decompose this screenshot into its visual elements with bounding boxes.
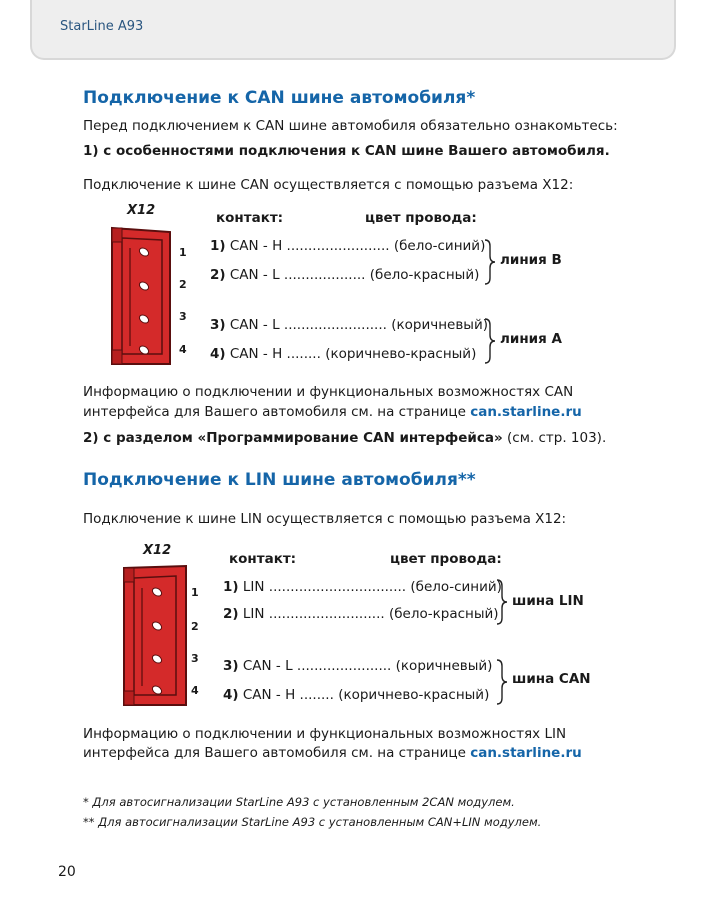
can-connector-diagram <box>108 226 178 368</box>
page-header <box>30 0 676 60</box>
lin-connector-label: X12 <box>143 543 172 558</box>
can-col-contact: контакт: <box>216 210 284 226</box>
lin-col-contact: контакт: <box>229 551 297 567</box>
can-info-line1: Информацию о подключении и функциональных возможностях CAN <box>83 384 574 400</box>
lin-group-can: шина CAN <box>512 671 591 687</box>
lin-group-lin: шина LIN <box>512 593 584 609</box>
can-pin-4: 4 <box>179 343 187 356</box>
can-intro: Перед подключением к CAN шине автомобиля обязательно ознакомьтесь: <box>83 118 618 134</box>
lin-brace-lin <box>494 578 510 626</box>
lin-row-3: 3) CAN - L ...................... (коричневый) <box>223 658 493 674</box>
can-row-3: 3) CAN - L ........................ (коричневый) <box>210 317 489 333</box>
can-row-1: 1) CAN - H ........................ (бело-синий) <box>210 238 486 254</box>
lin-pin-2: 2 <box>191 620 199 633</box>
can-heading: Подключение к CAN шине автомобиля* <box>83 88 476 108</box>
can-pin-2: 2 <box>179 278 187 291</box>
lin-connector-text: Подключение к шине LIN осуществляется с помощью разъема X12: <box>83 511 567 527</box>
lin-row-2: 2) LIN ........................... (бело-красный) <box>223 606 499 622</box>
footnote-1: * Для автосигнализации StarLine A93 с установленным 2CAN модулем. <box>83 795 515 809</box>
header-title: StarLine A93 <box>60 19 144 34</box>
can-pin-3: 3 <box>179 310 187 323</box>
can-connector-label: X12 <box>127 203 156 218</box>
lin-pin-4: 4 <box>191 684 199 697</box>
lin-connector-diagram <box>120 564 192 709</box>
lin-pin-3: 3 <box>191 652 199 665</box>
footnote-2: ** Для автосигнализации StarLine A93 с установленным CAN+LIN модулем. <box>83 815 542 829</box>
lin-col-color: цвет провода: <box>390 551 502 567</box>
can-link[interactable]: can.starline.ru <box>470 404 582 420</box>
can-row-4: 4) CAN - H ........ (коричнево-красный) <box>210 346 477 362</box>
can-group-b: линия B <box>500 252 562 268</box>
lin-brace-can <box>494 658 510 706</box>
can-point1: 1) с особенностями подключения к CAN шине Вашего автомобиля. <box>83 143 610 159</box>
can-connector-text: Подключение к шине CAN осуществляется с помощью разъема X12: <box>83 177 574 193</box>
can-pin-1: 1 <box>179 246 187 259</box>
lin-link[interactable]: can.starline.ru <box>470 745 582 761</box>
can-brace-b <box>482 238 498 286</box>
can-point2: 2) с разделом «Программирование CAN интерфейса» (см. стр. 103). <box>83 430 607 446</box>
lin-pin-1: 1 <box>191 586 199 599</box>
can-col-color: цвет провода: <box>365 210 477 226</box>
lin-row-4: 4) CAN - H ........ (коричнево-красный) <box>223 687 490 703</box>
can-info-line2: интерфейса для Вашего автомобиля см. на странице can.starline.ru <box>83 404 582 420</box>
lin-info-line2: интерфейса для Вашего автомобиля см. на странице can.starline.ru <box>83 745 582 761</box>
can-group-a: линия A <box>500 331 562 347</box>
can-row-2: 2) CAN - L ................... (бело-красный) <box>210 267 480 283</box>
lin-heading: Подключение к LIN шине автомобиля** <box>83 470 476 490</box>
lin-info-line1: Информацию о подключении и функциональных возможностях LIN <box>83 726 567 742</box>
can-brace-a <box>482 317 498 365</box>
page-number: 20 <box>58 864 76 880</box>
lin-row-1: 1) LIN ................................ (бело-синий) <box>223 579 502 595</box>
